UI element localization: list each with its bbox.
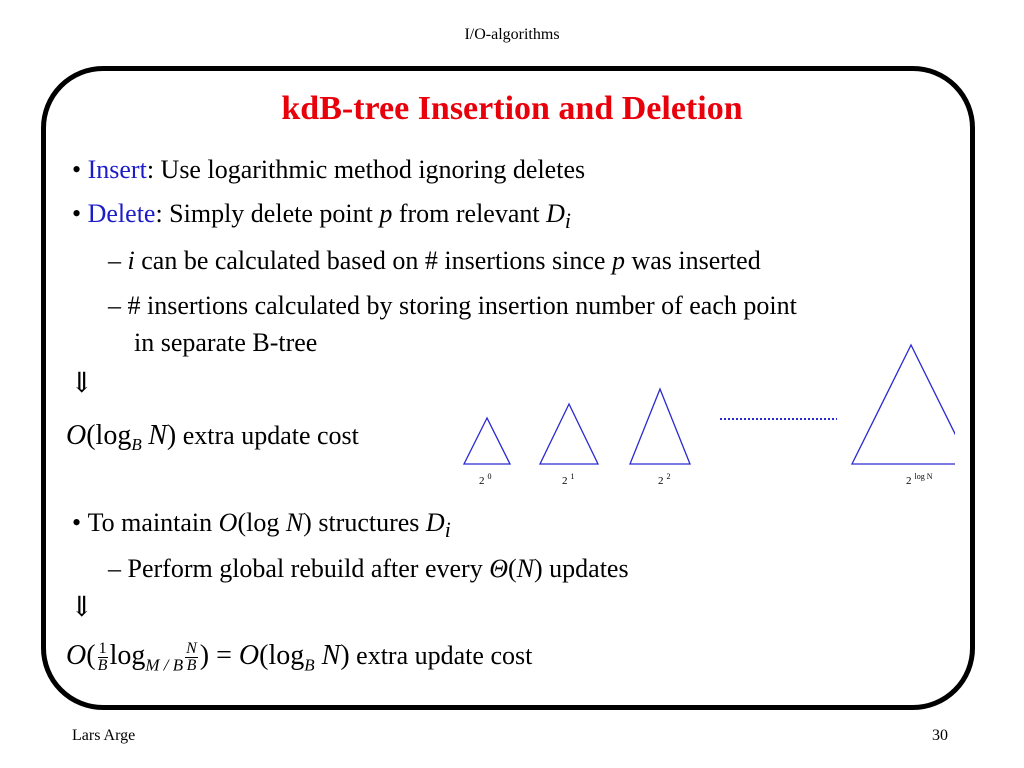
- delete-text-2: from relevant: [392, 199, 547, 228]
- var-i-sub: i: [564, 209, 571, 234]
- log-base-B: B: [304, 655, 315, 675]
- label-2-0: 2 $^0$: [479, 472, 492, 487]
- maintain-rest: ) structures: [303, 508, 426, 537]
- big-o: O: [66, 640, 87, 671]
- fraction-1-over-B: $\frac{1}{B}$: [97, 640, 108, 675]
- cost-formula-1: [66, 420, 359, 455]
- triangle-2-0: [464, 418, 510, 464]
- bullet-maintain: [72, 508, 451, 543]
- bullet-dot: •: [72, 199, 88, 228]
- triangle-2-logN: [852, 345, 955, 464]
- big-o: O: [66, 420, 87, 451]
- logarithmic-structures-figure: [455, 340, 955, 500]
- implies-arrow: ⇓: [70, 592, 94, 623]
- var-i: i: [127, 246, 135, 275]
- big-o-2: O: [238, 640, 260, 671]
- footer-author: Lars Arge: [72, 727, 136, 744]
- theta-symbol: Θ: [489, 554, 508, 583]
- footer-page-number: 30: [932, 727, 948, 744]
- log-base: B: [131, 435, 142, 455]
- big-o: O: [218, 508, 238, 537]
- delete-text: : Simply delete point: [155, 199, 380, 228]
- paren-close: ): [199, 640, 210, 671]
- cost1-text: extra update cost: [176, 421, 359, 450]
- paren-close: ): [166, 420, 177, 451]
- log-open: (log: [86, 420, 132, 451]
- var-i-sub: i: [444, 518, 451, 543]
- sub-dash: –: [108, 246, 121, 275]
- var-p: p: [379, 199, 393, 228]
- var-D: D: [425, 508, 445, 537]
- bullet-dot: •: [72, 508, 88, 537]
- label-2-1: 2 $^1$: [562, 472, 575, 487]
- sub-bullet-calc-i: [108, 246, 761, 276]
- var-N: N: [321, 640, 341, 671]
- rebuild-rest: ) updates: [534, 554, 629, 583]
- paren-open: (: [507, 554, 517, 583]
- label-2-2: 2 $^2$: [658, 472, 671, 487]
- delete-keyword: Delete: [87, 199, 156, 228]
- sub-dash: –: [108, 554, 121, 583]
- maintain-text: To maintain: [87, 508, 219, 537]
- var-N: N: [148, 420, 167, 451]
- implies-arrow: ⇓: [70, 368, 94, 399]
- slide-title: kdB-tree Insertion and Deletion: [281, 90, 743, 127]
- paren-close-2: ): [340, 640, 350, 671]
- var-N: N: [516, 554, 534, 583]
- bullet-insert: [72, 155, 585, 185]
- var-D: D: [546, 199, 565, 228]
- sub-bullet-insertions-cont: in separate B-tree: [134, 328, 318, 357]
- log-open-2: (log: [259, 640, 305, 671]
- cost2-text: extra update cost: [349, 641, 533, 670]
- var-p: p: [611, 246, 625, 275]
- paren-open: (: [86, 640, 96, 671]
- sub-bullet-rebuild: [108, 554, 629, 584]
- log-base-M-B: M / B: [145, 655, 184, 675]
- insert-keyword: Insert: [87, 155, 147, 184]
- rebuild-text: Perform global rebuild after every: [127, 554, 490, 583]
- maintain-mid: (log: [237, 508, 286, 537]
- equals-sign: =: [209, 640, 239, 671]
- sub-dash: –: [108, 291, 121, 320]
- fraction-N-over-B: $\frac{N}{B}$: [186, 640, 197, 675]
- label-2-logN: 2 $^{log N}$: [906, 472, 933, 487]
- course-header: I/O-algorithms: [464, 26, 560, 43]
- bullet-dot: •: [72, 155, 88, 184]
- sub2-line1: # insertions calculated by storing insertion number of each point: [127, 291, 797, 320]
- insert-text: : Use logarithmic method ignoring deletes: [146, 155, 586, 184]
- triangle-2-2: [630, 389, 690, 464]
- sub1-text-2: was inserted: [624, 246, 761, 275]
- sub1-text: can be calculated based on # insertions since: [134, 246, 612, 275]
- sub-bullet-insertions: [108, 291, 797, 321]
- bullet-delete: [72, 199, 571, 234]
- triangle-2-1: [540, 404, 598, 464]
- cost-formula-2: [66, 640, 532, 676]
- log-label: log: [109, 640, 146, 671]
- var-N: N: [285, 508, 304, 537]
